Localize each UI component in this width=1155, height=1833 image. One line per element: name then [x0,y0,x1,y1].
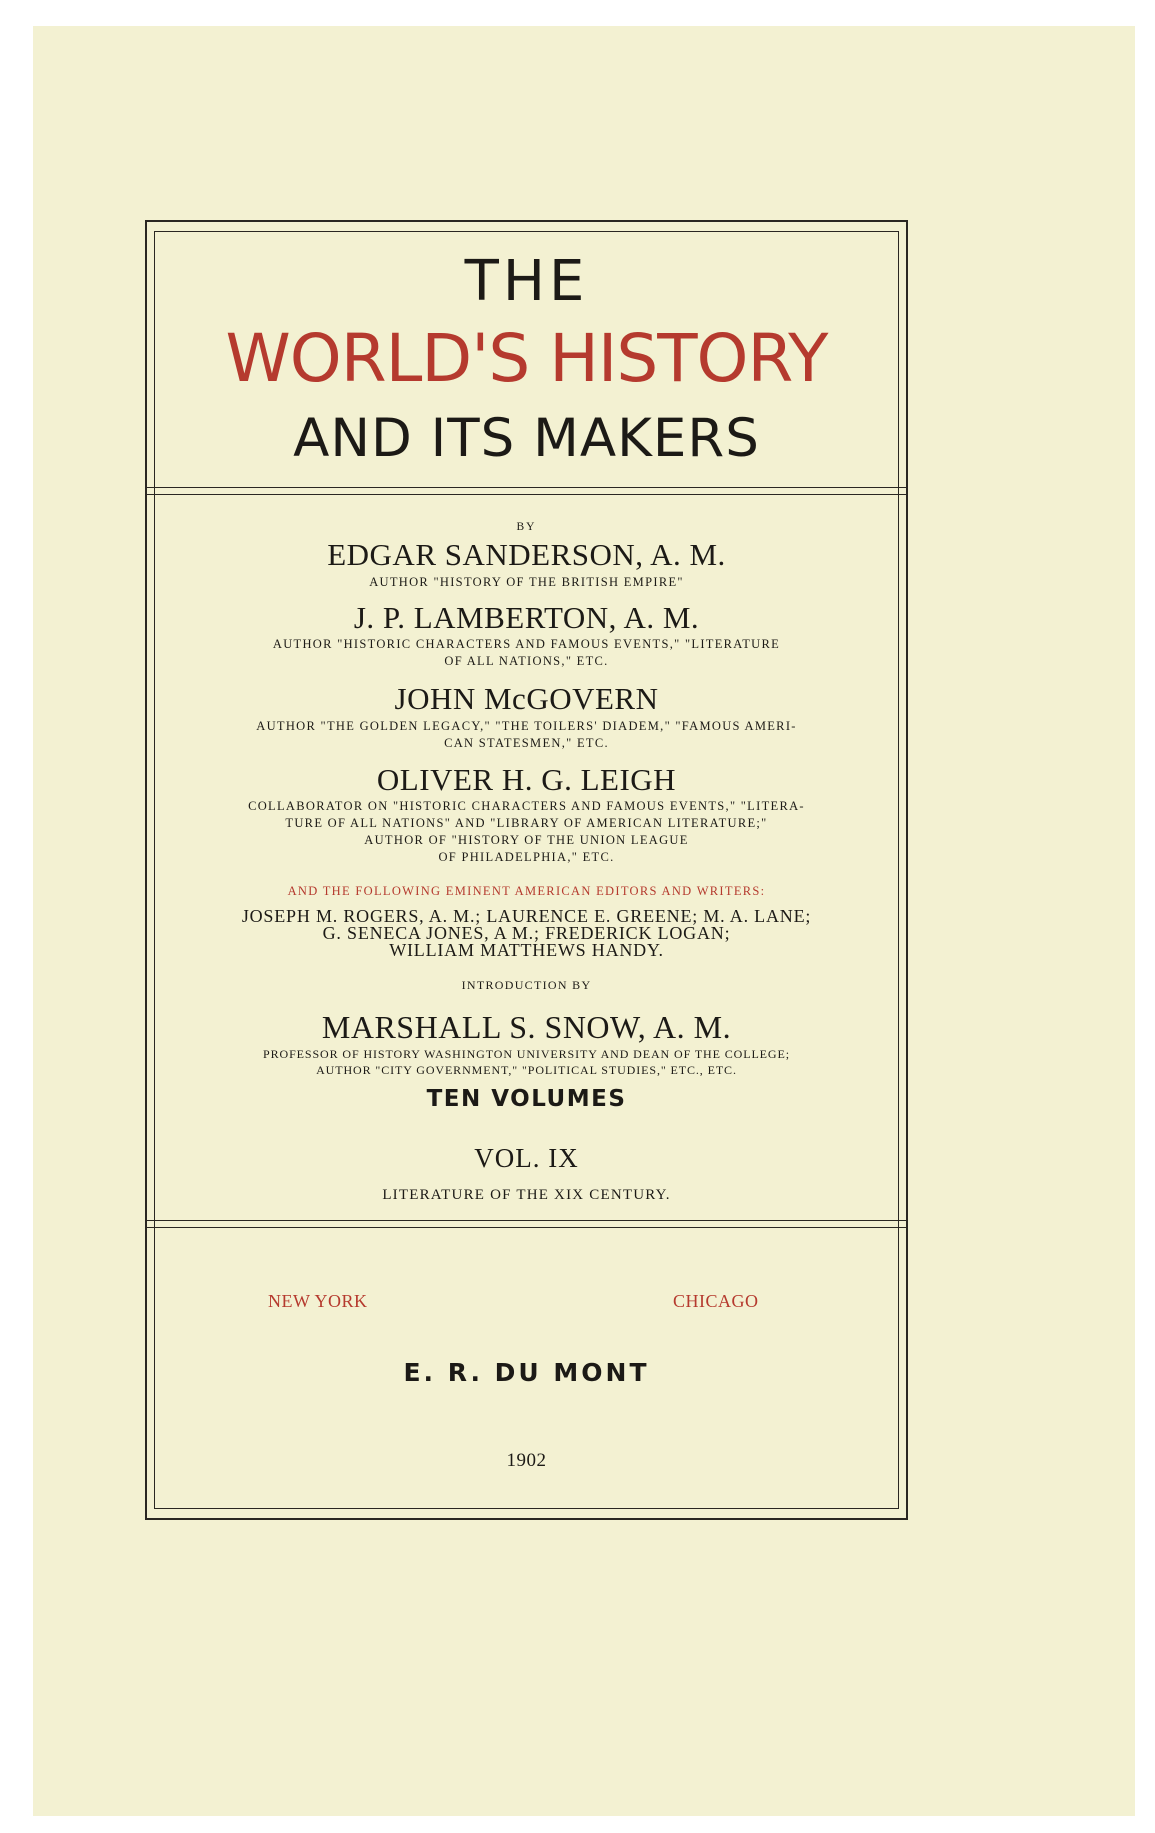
publisher-city-chicago: CHICAGO [673,1291,759,1311]
author-name-sanderson: EDGAR SANDERSON, A. M. [327,537,726,572]
author-name-lamberton: J. P. LAMBERTON, A. M. [353,600,700,635]
editors-line-1: JOSEPH M. ROGERS, A. M.; LAURENCE E. GREENE; M. A. LANE; [241,906,812,926]
volume-subject: LITERATURE OF THE XIX CENTURY. [382,1187,671,1203]
publisher-rule-top [145,1220,908,1221]
introduction-name: MARSHALL S. SNOW, A. M. [321,1009,732,1045]
title-rule-bottom [145,494,908,495]
title-worlds-history: WORLD'S HISTORY [225,320,828,397]
editors-heading: AND THE FOLLOWING EMINENT AMERICAN EDITORS AND WRITERS: [287,884,766,898]
publisher-name: E. R. DU MONT [403,1358,650,1387]
editors-line-2: G. SENECA JONES, A M.; FREDERICK LOGAN; [322,923,731,943]
title-the: THE [464,249,589,314]
introduction-credit-1: PROFESSOR OF HISTORY WASHINGTON UNIVERSITY AND DEAN OF THE COLLEGE; [263,1047,790,1061]
author-credit-leigh-3: AUTHOR OF "HISTORY OF THE UNION LEAGUE [364,833,689,847]
introduction-credit-2: AUTHOR "CITY GOVERNMENT," "POLITICAL STUDIES," ETC., ETC. [316,1063,737,1077]
ten-volumes: TEN VOLUMES [426,1086,627,1112]
author-credit-leigh-1: COLLABORATOR ON "HISTORIC CHARACTERS AND FAMOUS EVENTS," "LITERA- [248,799,805,813]
author-name-leigh: OLIVER H. G. LEIGH [376,762,677,797]
publication-year: 1902 [506,1450,547,1471]
volume-number: VOL. IX [474,1143,579,1173]
author-credit-leigh-2: TURE OF ALL NATIONS" AND "LIBRARY OF AMERICAN LITERATURE;" [285,816,768,830]
author-credit-lamberton-2: OF ALL NATIONS," ETC. [444,654,609,668]
author-credit-mcgovern-2: CAN STATESMEN," ETC. [444,736,609,750]
introduction-label: INTRODUCTION BY [461,978,592,992]
publisher-city-new-york: NEW YORK [268,1291,368,1311]
author-credit-leigh-4: OF PHILADELPHIA," ETC. [438,850,615,864]
author-name-mcgovern: JOHN McGOVERN [394,681,659,716]
title-and-its-makers: AND ITS MAKERS [293,408,760,469]
publisher-rule-bottom [145,1227,908,1228]
by-label: BY [516,521,537,533]
title-rule-top [145,487,908,488]
author-credit-lamberton-1: AUTHOR "HISTORIC CHARACTERS AND FAMOUS EVENTS," "LITERATURE [272,637,781,651]
author-credit-sanderson: AUTHOR "HISTORY OF THE BRITISH EMPIRE" [369,575,684,589]
author-credit-mcgovern-1: AUTHOR "THE GOLDEN LEGACY," "THE TOILERS' DIADEM," "FAMOUS AMERI- [256,719,797,733]
editors-line-3: WILLIAM MATTHEWS HANDY. [389,940,664,960]
